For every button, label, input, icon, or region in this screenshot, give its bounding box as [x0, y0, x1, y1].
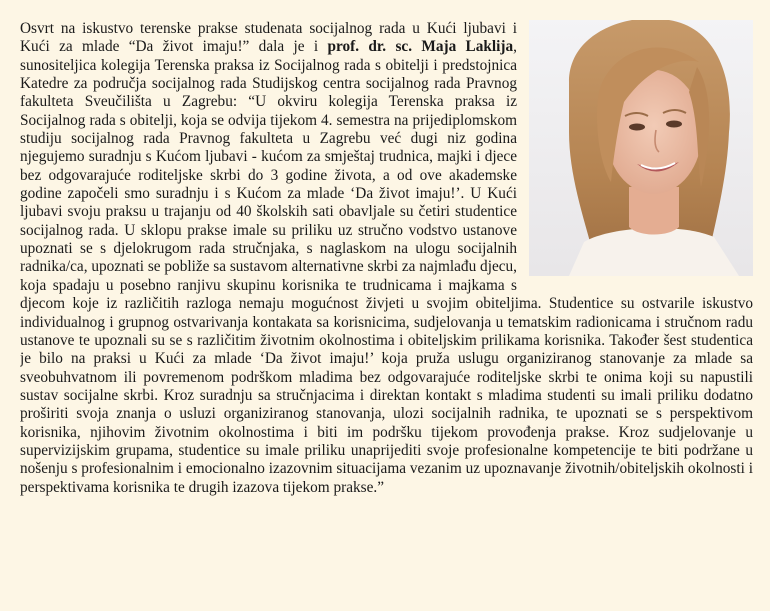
article-body — [20, 20, 753, 600]
portrait-photo — [529, 20, 753, 276]
author-name: prof. dr. sc. Maja Laklija — [327, 38, 514, 56]
intro-text: Osvrt na iskustvo terenske prakse studenata socijalnog rada u Kući ljubavi i Kući za mlade “Da život imaju!” dala je i — [20, 20, 517, 56]
body-text: , sunositeljica kolegija Terenska praksa iz Socijalnog rada s obitelji i predstojnica Katedre za područja socijalnog rada Studijskog centra socijalnog rada Pravnog fakulteta Sveučilišta u Zagrebu: “U okviru kolegija Terenska praksa iz Socijalnog rada s obitelji, koja se odvija tijekom 4. semestra na prijediplomskom studiju socijalnog rada Pravnog fakulteta u Zagrebu već dugi niz godina njegujemo suradnju s Kućom ljubavi - kućom za smještaj trudnica, majki i djece bez odgovarajuće roditeljske skrbi do 3 godine života, a od ove akademske godine započeli smo suradnju i s Kućom za mlade ‘Da život imaju!’. U Kući ljubavi svoju praksu u trajanju od 40 školskih sati obavljale su četiri studentice socijalnog rada. U sklopu prakse imale su priliku uz stručno vodstvo ustanove upoznati se s djelokrugom rada stručnjaka, s naglaskom na ulogu socijalnih radnika/ca, upoznati se pobliže sa sustavom alternativne skrbi za najmlađu djecu, koja spadaju u posebno ranjivu skupinu korisnika te trudnicama i majkama s djecom koje iz različitih razloga nemaju mogućnost živjeti u svojim obiteljima. Studentice su ostvarile iskustvo individualnog i grupnog ostvarivanja kontakata sa korisnicima, sudjelovanja u tematskim radionicama i stručnom radu ustanove te upoznali su se s različitim životnim okolnostima i obiteljskim prilikama korisnika. Također šest studentica je bilo na praksi u Kući za mlade ‘Da život imaju!’ koja pruža uslugu organiziranog stanovanje za mlade sa sveobuhvatnom ili povremenom podrškom mladima bez odgovarajuće roditeljske skrbi te onima koji su napustili sustav socijalne skrbi. Kroz suradnju sa stručnjacima i direktan kontakt s mladima studenti su imali priliku dodatno proširiti svoja znanja o usluzi organiziranog stanovanja, ulozi socijalnih radnika, te upoznati se s perspektivom korisnika, njihovim životnim okolnostima i biti im podršku tijekom provođenja prakse. Kroz sudjelovanje u supervizijskim grupama, studentice su imale priliku unaprijediti svoje profesionalne kompetencije te biti podržane u nošenju s profesionalnim i emocionalno izazovnim situacijama vezanim uz upoznavanje životnih/obiteljskih okolnosti i perspektivama korisnika te drugih izazova tijekom prakse.” — [20, 38, 753, 496]
portrait-illustration — [529, 20, 753, 276]
